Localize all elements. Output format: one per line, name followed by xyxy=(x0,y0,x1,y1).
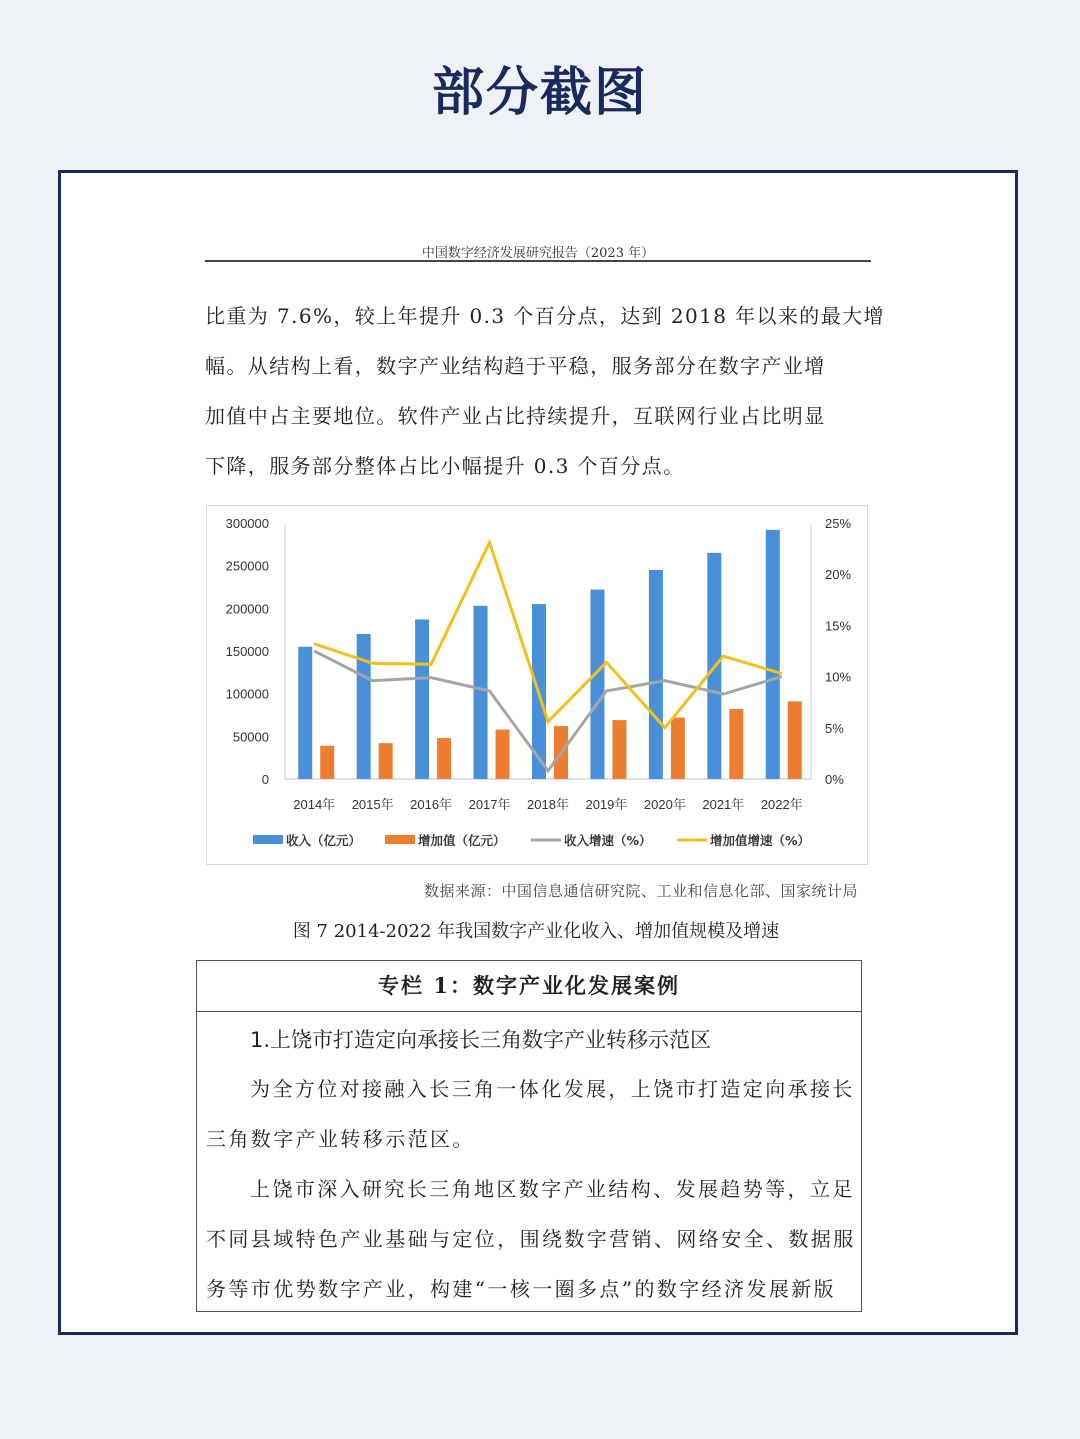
figure-caption: 图 7 2014-2022 年我国数字产业化收入、增加值规模及增速 xyxy=(292,921,780,942)
right-axis-tick-label: 5% xyxy=(825,720,844,736)
right-axis-tick-label: 20% xyxy=(825,567,852,583)
right-axis-tick-label: 10% xyxy=(825,669,852,685)
case-box xyxy=(196,960,862,1312)
left-axis-tick-label: 150000 xyxy=(225,644,269,659)
bar-value-added xyxy=(496,730,510,779)
bar-revenue xyxy=(649,570,663,779)
right-axis-tick-label: 25% xyxy=(825,516,852,531)
bar-value-added xyxy=(612,720,626,779)
legend-label: 增加值增速（%） xyxy=(710,833,811,848)
case-box-title: 专栏 1：数字产业化发展案例 xyxy=(197,961,861,1012)
paragraph-line: 加值中占主要地位。软件产业占比持续提升，互联网行业占比明显 xyxy=(205,404,826,428)
legend-label: 收入增速（%） xyxy=(564,833,652,848)
case-text-line: 三角数字产业转移示范区。 xyxy=(206,1127,475,1151)
bar-value-added xyxy=(320,746,334,779)
paragraph-line: 比重为 7.6%，较上年提升 0.3 个百分点，达到 2018 年以来的最大增 xyxy=(205,304,885,328)
bar-revenue xyxy=(298,647,312,779)
right-axis-tick-label: 15% xyxy=(825,618,852,634)
x-axis-category-label: 2018年 xyxy=(527,797,569,812)
bar-revenue xyxy=(474,606,488,779)
x-axis-category-label: 2015年 xyxy=(351,797,394,812)
chart-container xyxy=(206,505,868,865)
bar-value-added xyxy=(379,743,393,779)
left-axis-tick-label: 200000 xyxy=(225,601,269,617)
legend-swatch xyxy=(253,835,283,844)
source-note: 数据来源：中国信息通信研究院、工业和信息化部、国家统计局 xyxy=(423,882,858,900)
header-rule xyxy=(205,260,871,262)
legend-swatch xyxy=(385,835,415,844)
left-axis-tick-label: 300000 xyxy=(225,516,269,531)
x-axis-category-label: 2014年 xyxy=(293,797,336,812)
bar-value-added xyxy=(437,738,451,779)
legend-label: 收入（亿元） xyxy=(286,833,362,848)
bar-revenue xyxy=(590,590,604,779)
page-title: 部分截图 xyxy=(431,63,648,123)
running-head: 中国数字经济发展研究报告（2023 年） xyxy=(421,246,655,261)
paragraph-line: 下降，服务部分整体占比小幅提升 0.3 个百分点。 xyxy=(205,454,685,478)
bar-revenue xyxy=(357,634,371,779)
x-axis-category-label: 2021年 xyxy=(702,797,745,812)
paragraph-line: 幅。从结构上看，数字产业结构趋于平稳，服务部分在数字产业增 xyxy=(205,354,826,378)
case-text-line: 务等市优势数字产业，构建“一核一圈多点”的数字经济发展新版 xyxy=(206,1277,837,1301)
x-axis-category-label: 2017年 xyxy=(468,797,511,812)
x-axis-category-label: 2020年 xyxy=(643,797,686,812)
x-axis-category-label: 2016年 xyxy=(410,797,453,812)
case-text-line: 上饶市深入研究长三角地区数字产业结构、发展趋势等，立足 xyxy=(250,1177,855,1201)
combo-chart xyxy=(207,506,867,864)
left-axis-tick-label: 50000 xyxy=(232,729,269,745)
case-text-line: 为全方位对接融入长三角一体化发展，上饶市打造定向承接长 xyxy=(250,1077,855,1101)
bar-value-added xyxy=(671,718,685,779)
left-axis-tick-label: 250000 xyxy=(225,558,269,574)
case-subheading: 1.上饶市打造定向承接长三角数字产业转移示范区 xyxy=(250,1028,712,1052)
legend-label: 增加值（亿元） xyxy=(418,833,506,848)
right-axis-tick-label: 0% xyxy=(825,772,844,787)
left-axis-tick-label: 0 xyxy=(261,772,269,787)
x-axis-category-label: 2019年 xyxy=(585,797,628,812)
bar-value-added xyxy=(729,709,743,779)
case-text-line: 不同县域特色产业基础与定位，围绕数字营销、网络安全、数据服 xyxy=(206,1227,856,1251)
x-axis-category-label: 2022年 xyxy=(760,797,803,812)
bar-value-added xyxy=(788,701,802,779)
bar-revenue xyxy=(415,619,429,779)
bar-revenue xyxy=(766,530,780,779)
left-axis-tick-label: 100000 xyxy=(225,686,269,702)
